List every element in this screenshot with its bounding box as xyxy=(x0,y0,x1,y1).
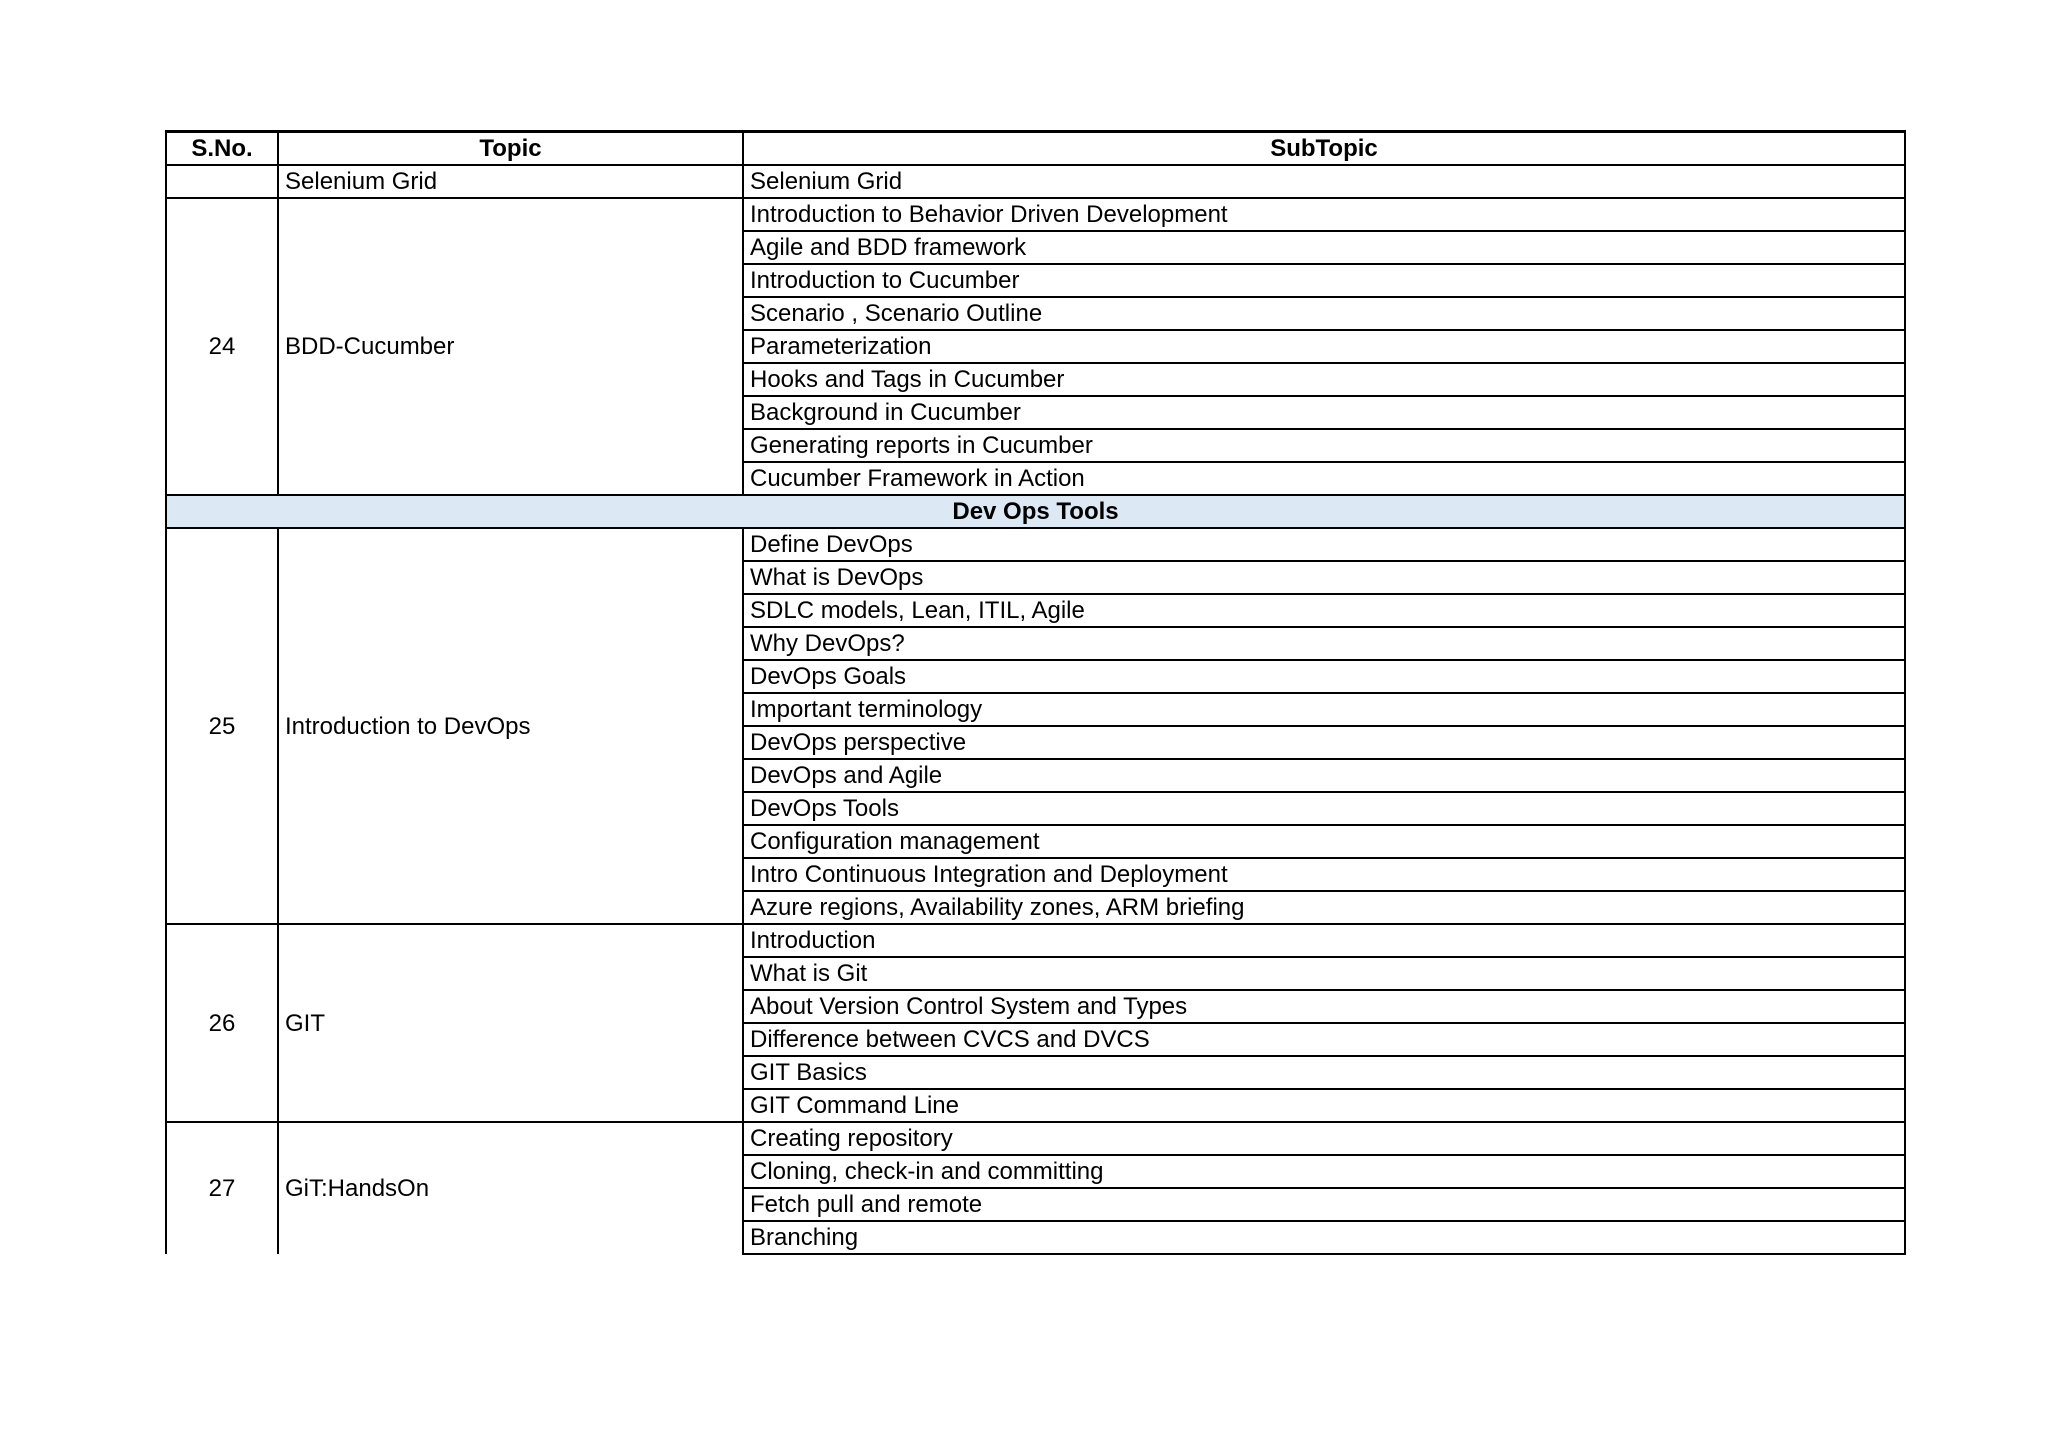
sno-cell: 25 xyxy=(166,528,278,924)
subtopic-cell: Difference between CVCS and DVCS xyxy=(743,1023,1905,1056)
subtopic-cell: Introduction to Behavior Driven Development xyxy=(743,198,1905,231)
subtopic-cell: DevOps and Agile xyxy=(743,759,1905,792)
sno-cell: 24 xyxy=(166,198,278,495)
subtopic-cell: Generating reports in Cucumber xyxy=(743,429,1905,462)
table-row xyxy=(166,924,1905,957)
subtopic-cell: DevOps Goals xyxy=(743,660,1905,693)
subtopic-cell: About Version Control System and Types xyxy=(743,990,1905,1023)
subtopic-cell: Define DevOps xyxy=(743,528,1905,561)
sno-cell: 26 xyxy=(166,924,278,1122)
subtopic-cell: Intro Continuous Integration and Deployment xyxy=(743,858,1905,891)
section-title: Dev Ops Tools xyxy=(166,495,1905,528)
curriculum-table xyxy=(165,130,1906,1255)
sno-cell xyxy=(166,165,278,198)
subtopic-cell: Parameterization xyxy=(743,330,1905,363)
topic-cell: Introduction to DevOps xyxy=(278,528,743,924)
topic-cell: GIT xyxy=(278,924,743,1122)
table-row xyxy=(166,198,1905,231)
subtopic-cell: Fetch pull and remote xyxy=(743,1188,1905,1221)
subtopic-cell: DevOps perspective xyxy=(743,726,1905,759)
table-row xyxy=(166,165,1905,198)
subtopic-cell: Agile and BDD framework xyxy=(743,231,1905,264)
subtopic-cell: GIT Command Line xyxy=(743,1089,1905,1122)
curriculum-sheet xyxy=(165,130,1904,1255)
subtopic-cell: Introduction to Cucumber xyxy=(743,264,1905,297)
table-row xyxy=(166,528,1905,561)
header-topic: Topic xyxy=(278,132,743,166)
subtopic-cell: What is Git xyxy=(743,957,1905,990)
subtopic-cell: Creating repository xyxy=(743,1122,1905,1155)
subtopic-cell: Introduction xyxy=(743,924,1905,957)
subtopic-cell: Important terminology xyxy=(743,693,1905,726)
header-subtopic: SubTopic xyxy=(743,132,1905,166)
subtopic-cell: GIT Basics xyxy=(743,1056,1905,1089)
subtopic-cell: SDLC models, Lean, ITIL, Agile xyxy=(743,594,1905,627)
subtopic-cell: Configuration management xyxy=(743,825,1905,858)
subtopic-cell: Scenario , Scenario Outline xyxy=(743,297,1905,330)
subtopic-cell: Selenium Grid xyxy=(743,165,1905,198)
subtopic-cell: What is DevOps xyxy=(743,561,1905,594)
topic-cell: GiT:HandsOn xyxy=(278,1122,743,1254)
subtopic-cell: DevOps Tools xyxy=(743,792,1905,825)
subtopic-cell: Cloning, check-in and committing xyxy=(743,1155,1905,1188)
subtopic-cell: Hooks and Tags in Cucumber xyxy=(743,363,1905,396)
section-row xyxy=(166,495,1905,528)
table-row xyxy=(166,1122,1905,1155)
subtopic-cell: Background in Cucumber xyxy=(743,396,1905,429)
topic-cell: Selenium Grid xyxy=(278,165,743,198)
topic-cell: BDD-Cucumber xyxy=(278,198,743,495)
header-sno: S.No. xyxy=(166,132,278,166)
subtopic-cell: Why DevOps? xyxy=(743,627,1905,660)
subtopic-cell: Branching xyxy=(743,1221,1905,1254)
header-row xyxy=(166,132,1905,166)
subtopic-cell: Cucumber Framework in Action xyxy=(743,462,1905,495)
subtopic-cell: Azure regions, Availability zones, ARM briefing xyxy=(743,891,1905,924)
sno-cell: 27 xyxy=(166,1122,278,1254)
